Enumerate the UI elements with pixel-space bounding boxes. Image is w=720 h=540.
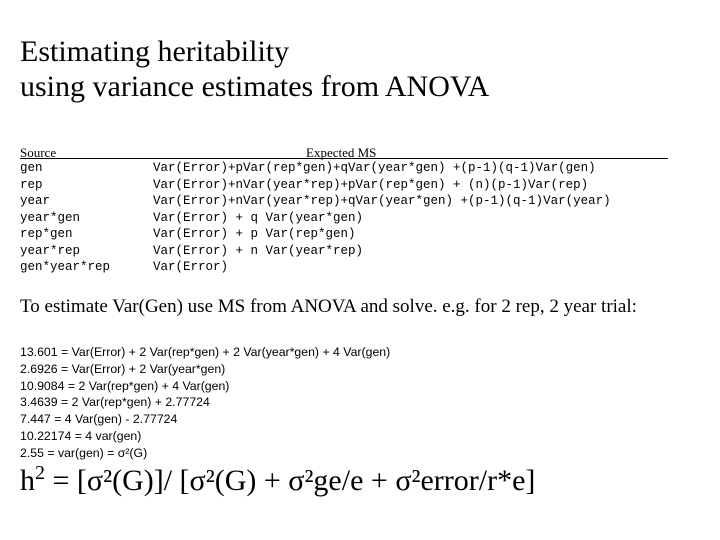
expected-ms-cell: Var(Error) + n Var(year*rep) <box>153 243 364 258</box>
calc-line: 2.6926 = Var(Error) + 2 Var(year*gen) <box>20 361 226 376</box>
slide-title <box>20 34 700 104</box>
calc-line: 10.9084 = 2 Var(rep*gen) + 4 Var(gen) <box>20 378 230 393</box>
heritability-formula <box>20 462 535 498</box>
formula-h-exponent: 2 <box>35 462 45 484</box>
source-cell: year <box>20 194 51 208</box>
instruction-text: To estimate Var(Gen) use MS from ANOVA and solve. e.g. for 2 rep, 2 year trial: <box>20 296 637 317</box>
header-divider <box>20 158 668 159</box>
title-line-2: using variance estimates from ANOVA <box>20 70 490 103</box>
calc-line: 7.447 = 4 Var(gen) - 2.77724 <box>20 412 178 427</box>
source-cell: year*gen <box>20 210 81 225</box>
header-source: Source <box>20 145 57 160</box>
title-line-1: Estimating heritability <box>20 35 290 68</box>
expected-ms-cell: Var(Error)+pVar(rep*gen)+qVar(year*gen) +(p-1)(q-1)Var(gen) <box>153 161 596 175</box>
expected-ms-cell: Var(Error) + p Var(rep*gen) <box>153 227 356 241</box>
expected-ms-cell: Var(Error) <box>153 260 229 274</box>
calc-line: 13.601 = Var(Error) + 2 Var(rep*gen) + 2 Var(year*gen) + 4 Var(gen) <box>20 345 391 359</box>
calc-line: 10.22174 = 4 var(gen) <box>20 428 142 443</box>
source-cell: gen*year*rep <box>20 260 111 274</box>
source-cell: rep*gen <box>20 227 73 241</box>
source-cell: rep <box>20 177 43 192</box>
formula-rhs: = [σ²(G)]/ [σ²(G) + σ²ge/e + σ²error/r*e] <box>45 464 536 497</box>
expected-ms-cell: Var(Error)+nVar(year*rep)+pVar(rep*gen) + (n)(p-1)Var(rep) <box>153 177 589 192</box>
calc-line: 2.55 = var(gen) = σ²(G) <box>20 445 148 460</box>
source-cell: year*rep <box>20 243 81 258</box>
calc-line: 3.4639 = 2 Var(rep*gen) + 2.77724 <box>20 395 210 410</box>
source-cell: gen <box>20 161 43 175</box>
calculation-steps <box>20 345 390 463</box>
expected-ms-cell: Var(Error)+nVar(year*rep)+qVar(year*gen) +(p-1)(q-1)Var(year) <box>153 194 611 208</box>
header-expected-ms: Expected MS <box>306 145 377 160</box>
formula-h: h <box>20 464 35 497</box>
expected-ms-cell: Var(Error) + q Var(year*gen) <box>153 210 364 225</box>
